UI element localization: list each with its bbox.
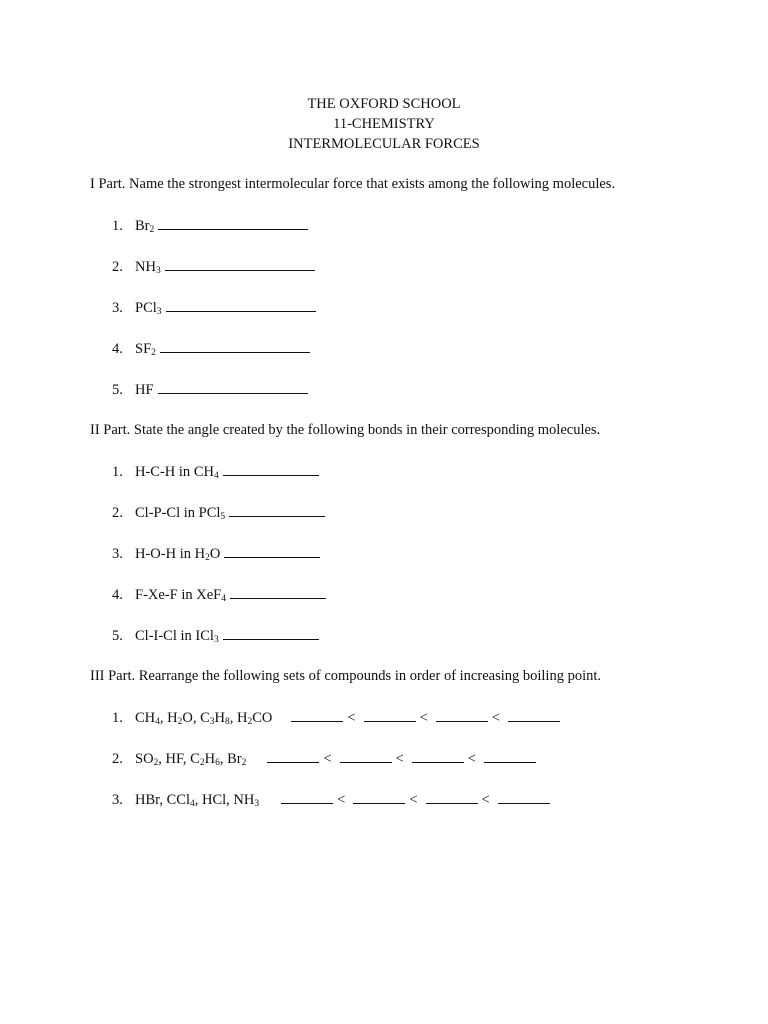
answer-blank[interactable] xyxy=(498,791,550,804)
answer-blank[interactable] xyxy=(291,709,343,722)
answer-blank[interactable] xyxy=(484,750,536,763)
worksheet-topic: INTERMOLECULAR FORCES xyxy=(288,136,480,152)
part1-title: I Part. Name the strongest intermolecular force that exists among the following molecules. xyxy=(90,176,616,192)
part2-question-2: 2. Cl-P-Cl in PCl$_5$ xyxy=(112,504,325,522)
answer-blank[interactable] xyxy=(223,627,319,640)
answer-blank[interactable] xyxy=(508,709,560,722)
answer-blank[interactable] xyxy=(281,791,333,804)
compound-list: HBr, CCl$_4$, HCl, $NH_3$ xyxy=(135,792,260,809)
part2-title: II Part. State the angle created by the following bonds in their corresponding molecules. xyxy=(90,422,601,438)
course-name: 11-CHEMISTRY xyxy=(333,116,435,132)
part3-question-1: 1. $CH_4$, $H_2O$, $C_3H_8$, $H_2CO$ < < < xyxy=(112,709,560,727)
answer-blank[interactable] xyxy=(224,545,320,558)
part1-question-3: 3. PCl$_3$ xyxy=(112,299,316,317)
answer-blank[interactable] xyxy=(436,709,488,722)
answer-blank[interactable] xyxy=(223,463,319,476)
part3-question-3: 3. HBr, CCl$_4$, HCl, $NH_3$ < < < xyxy=(112,791,550,809)
answer-blank[interactable] xyxy=(230,586,326,599)
part2-question-5: 5. Cl-I-Cl in ICl$_3$ xyxy=(112,627,319,645)
answer-blank[interactable] xyxy=(166,299,316,312)
part2-question-4: 4. F-Xe-F in XeF$_4$ xyxy=(112,586,326,604)
part1-question-1: 1. $Br_2$ xyxy=(112,217,308,235)
answer-blank[interactable] xyxy=(267,750,319,763)
part3-question-2: 2. $SO_2$, HF, $C_2H_6$, $Br_2$ < < < xyxy=(112,750,536,768)
part1-question-2: 2. $NH_3$ xyxy=(112,258,315,276)
compound-list: $SO_2$, HF, $C_2H_6$, $Br_2$ xyxy=(135,751,247,768)
answer-blank[interactable] xyxy=(426,791,478,804)
answer-blank[interactable] xyxy=(412,750,464,763)
part1-question-4: 4. $SF_2$ xyxy=(112,340,310,358)
answer-blank[interactable] xyxy=(364,709,416,722)
answer-blank[interactable] xyxy=(229,504,325,517)
part3-title: III Part. Rearrange the following sets of compounds in order of increasing boiling point. xyxy=(90,668,602,684)
part1-question-5: 5. HF xyxy=(112,381,308,399)
answer-blank[interactable] xyxy=(353,791,405,804)
school-name: THE OXFORD SCHOOL xyxy=(307,96,461,112)
answer-blank[interactable] xyxy=(160,340,310,353)
answer-blank[interactable] xyxy=(158,217,308,230)
part2-question-1: 1. H-C-H in $CH_4$ xyxy=(112,463,319,481)
answer-blank[interactable] xyxy=(165,258,315,271)
compound-list: $CH_4$, $H_2O$, $C_3H_8$, $H_2CO$ xyxy=(135,710,273,727)
worksheet-header xyxy=(0,94,768,154)
answer-blank[interactable] xyxy=(340,750,392,763)
answer-blank[interactable] xyxy=(158,381,308,394)
part2-question-3: 3. H-O-H in $H_2O$ xyxy=(112,545,320,563)
